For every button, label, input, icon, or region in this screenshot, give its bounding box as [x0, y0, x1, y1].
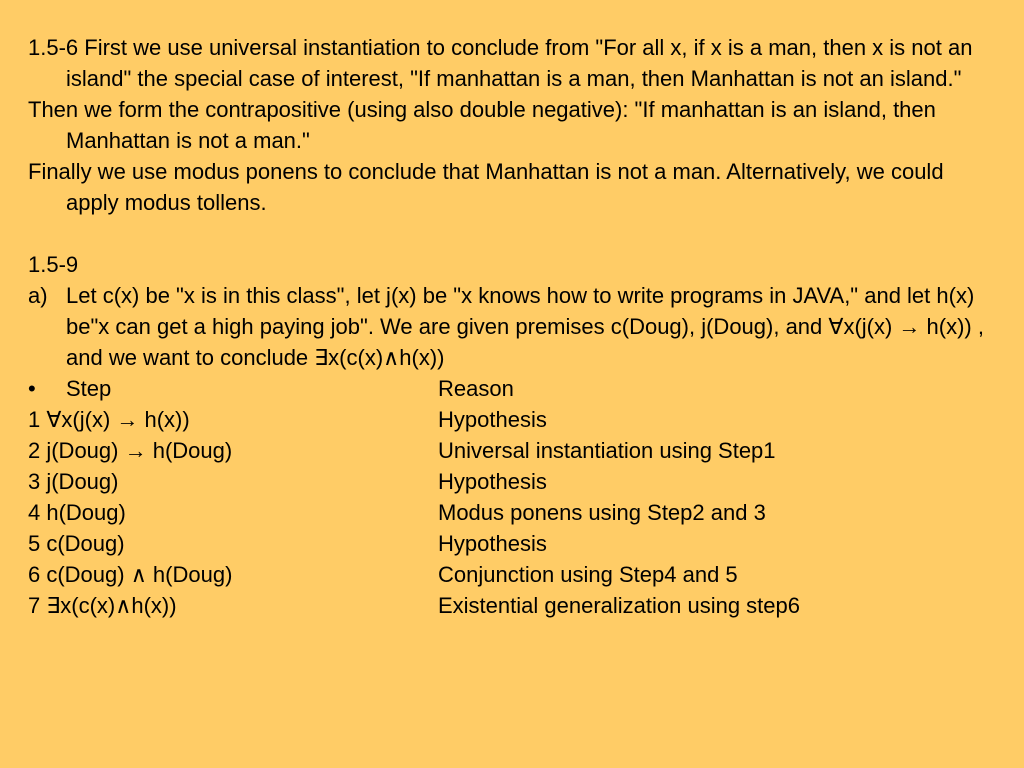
proof-row	[28, 590, 996, 621]
proof-step: 2 j(Doug) → h(Doug)	[28, 438, 233, 463]
proof-table-body	[28, 404, 996, 621]
proof-row	[28, 497, 996, 528]
proof-row	[28, 466, 996, 497]
proof-reason: Hypothesis	[438, 531, 547, 556]
proof-row	[28, 559, 996, 590]
problem-1-5-9-heading: 1.5-9	[28, 252, 79, 277]
problem-1-5-6-paragraph-2: Then we form the contrapositive (using also double negative): "If manhattan is an island, then Manhattan is not a man."	[28, 97, 936, 153]
step-header-label: Step	[66, 376, 112, 401]
proof-step: 7 ∃x(c(x)∧h(x))	[28, 593, 177, 618]
proof-reason: Hypothesis	[438, 407, 547, 432]
proof-step: 5 c(Doug)	[28, 531, 125, 556]
proof-reason: Conjunction using Step4 and 5	[438, 562, 738, 587]
proof-step: 6 c(Doug) ∧ h(Doug)	[28, 562, 233, 587]
proof-row	[28, 435, 996, 466]
proof-reason: Hypothesis	[438, 469, 547, 494]
proof-row	[28, 404, 996, 435]
proof-reason: Universal instantiation using Step1	[438, 438, 776, 463]
problem-1-5-6-paragraph-3: Finally we use modus ponens to conclude that Manhattan is not a man. Alternatively, we could apply modus tollens.	[28, 159, 944, 215]
proof-step: 1 ∀x(j(x) → h(x))	[28, 407, 190, 432]
spacer	[28, 218, 996, 249]
proof-row	[28, 528, 996, 559]
proof-table-header	[28, 373, 996, 404]
part-a	[28, 280, 996, 373]
proof-step: 4 h(Doug)	[28, 500, 126, 525]
bullet-marker: •	[28, 376, 36, 401]
reason-header-label: Reason	[438, 376, 514, 401]
problem-1-5-6-paragraph-1: 1.5-6 First we use universal instantiation to conclude from "For all x, if x is a man, then x is not an island" the special case of interest, "If manhattan is a man, then Manhattan is not an island."	[28, 35, 973, 91]
part-a-marker: a)	[28, 283, 48, 308]
step-column-header	[28, 373, 111, 404]
proof-reason: Modus ponens using Step2 and 3	[438, 500, 766, 525]
proof-step: 3 j(Doug)	[28, 469, 119, 494]
part-a-text: Let c(x) be "x is in this class", let j(x) be "x knows how to write programs in JAVA," and let h(x) be"x can get a high paying job". We are given premises c(Doug), j(Doug), and ∀x(j(x) → h(x)) , and we want to conclude ∃x(c(x)∧h(x))	[66, 283, 984, 370]
proof-reason: Existential generalization using step6	[438, 593, 801, 618]
